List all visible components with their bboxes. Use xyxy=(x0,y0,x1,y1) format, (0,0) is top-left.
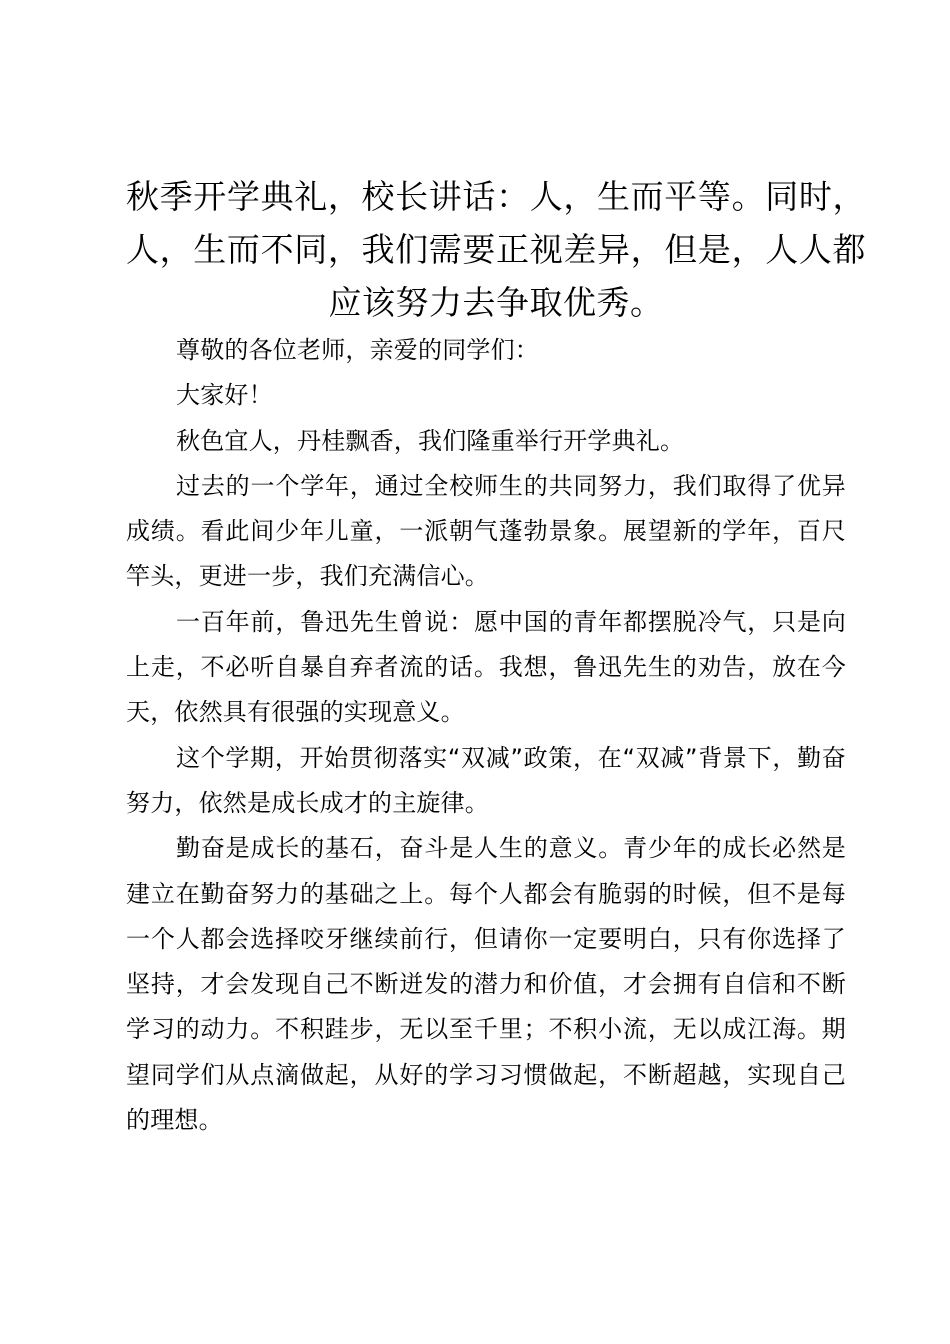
paragraph-double-reduction: 这个学期，开始贯彻落实“双减”政策，在“双减”背景下，勤奋努力，依然是成长成才的主旋律。 xyxy=(126,743,846,817)
paragraph-hello: 大家好！ xyxy=(176,381,273,410)
paragraph-opening: 秋色宜人，丹桂飘香，我们隆重举行开学典礼。 xyxy=(176,426,685,455)
paragraph-greeting-address: 尊敬的各位老师，亲爱的同学们： xyxy=(176,336,539,364)
document-body xyxy=(126,328,846,1143)
document-title: 秋季开学典礼，校长讲话：人，生而平等。同时，人，生而不同，我们需要正视差异，但是，人人都应该努力去争取优秀。 xyxy=(126,177,866,322)
paragraph-diligence: 勤奋是成长的基石，奋斗是人生的意义。青少年的成长必然是建立在勤奋努力的基础之上。每个人都会有脆弱的时候，但不是每一个人都会选择咬牙继续前行，但请你一定要明白，只有你选择了坚持，才会发现自己不断迸发的潜力和价值，才会拥有自信和不断学习的动力。不积跬步，无以至千里；不积小流，无以成江海。期望同学们从点滴做起，从好的学习习惯做起，不断超越，实现自己的理想。 xyxy=(126,834,846,1135)
paragraph-past-year: 过去的一个学年，通过全校师生的共同努力，我们取得了优异成绩。看此间少年儿童，一派朝气蓬勃景象。展望新的学年，百尺竿头，更进一步，我们充满信心。 xyxy=(126,471,846,591)
paragraph-luxun-quote: 一百年前，鲁迅先生曾说：愿中国的青年都摆脱冷气，只是向上走，不必听自暴自弃者流的话。我想，鲁迅先生的劝告，放在今天，依然具有很强的实现意义。 xyxy=(126,607,846,727)
